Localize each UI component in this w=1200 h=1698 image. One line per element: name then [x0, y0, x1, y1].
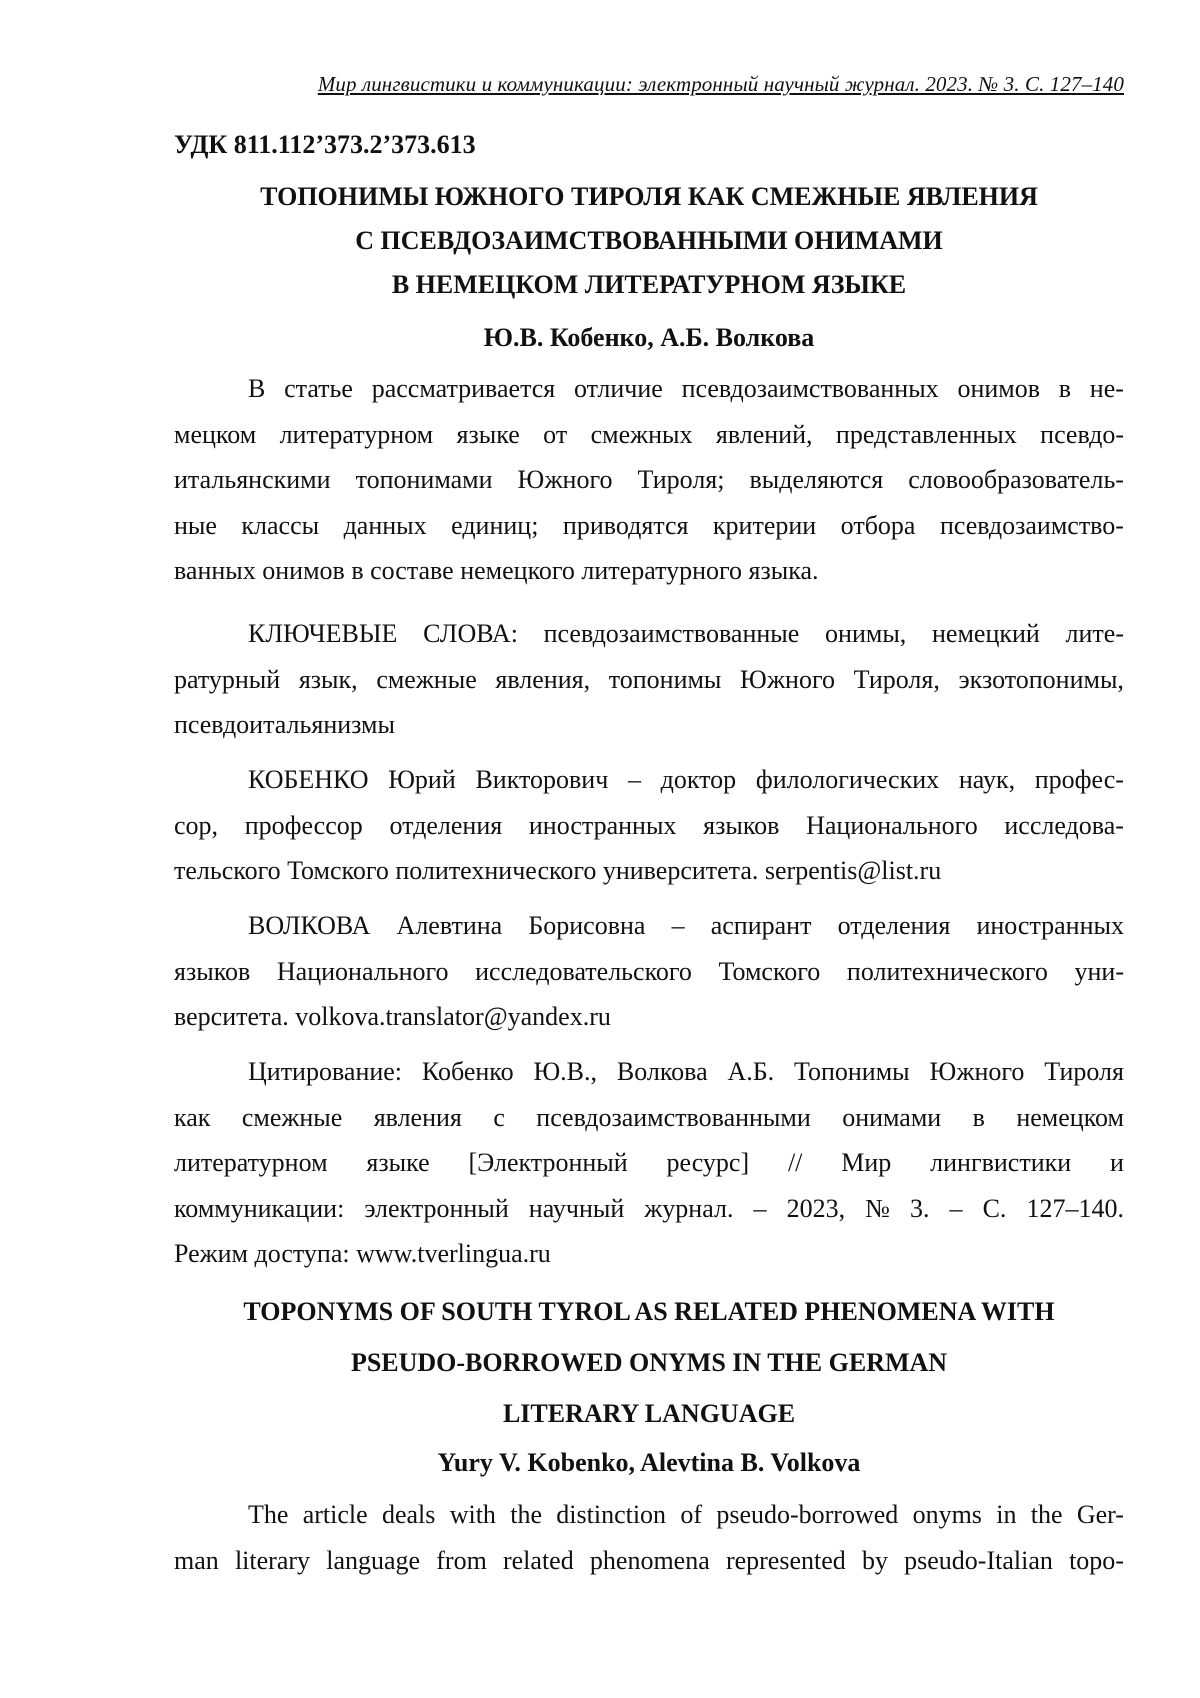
word: Ger- [1076, 1500, 1124, 1529]
title-ru-line: С ПСЕВДОЗАИМСТВОВАННЫМИ ОНИМАМИ [355, 226, 943, 255]
word: языке [366, 1148, 430, 1177]
word: by [861, 1545, 888, 1575]
word: уни- [1074, 956, 1124, 986]
word: литературном [279, 419, 434, 449]
word: Алевтина [396, 911, 503, 940]
text-line [174, 611, 1124, 657]
word: article [302, 1500, 368, 1529]
text-line [174, 903, 1124, 949]
word: ресурс] [666, 1148, 750, 1177]
text-line: верситета. volkova.translator@yandex.ru [174, 1002, 611, 1031]
word: phenomena [589, 1545, 710, 1575]
text-line [174, 949, 1124, 995]
word: приводятся [562, 510, 689, 540]
word: related [502, 1545, 574, 1575]
abstract-en [174, 1492, 1124, 1583]
text-line [174, 757, 1124, 803]
word: отличие [574, 374, 663, 403]
word: The [248, 1500, 289, 1529]
word: критерии [712, 510, 817, 540]
word: как [174, 1102, 211, 1132]
word: немецкий [932, 619, 1040, 648]
word: – [753, 1193, 767, 1223]
word: Борисовна [528, 911, 646, 940]
word: from [436, 1545, 487, 1575]
word: сор, [174, 810, 219, 840]
text-line [174, 366, 1124, 412]
word: Юрий [388, 765, 456, 794]
word: Викторович [475, 765, 609, 794]
word: Южного [740, 664, 835, 694]
word: иностранных [528, 810, 677, 840]
article-title-en [174, 1286, 1124, 1439]
word: pseudo-Italian [904, 1545, 1053, 1575]
text-line [174, 657, 1124, 703]
word: аспирант [710, 911, 812, 940]
title-en-line: TOPONYMS OF SOUTH TYROL AS RELATED PHENOMENA WITH [243, 1297, 1055, 1326]
word: коммуникации: [174, 1193, 345, 1223]
word: Тироля; [637, 465, 725, 494]
word: онимы, [825, 619, 907, 648]
word: выделяются [749, 465, 884, 494]
word: литературном [174, 1148, 328, 1177]
word: смежные [376, 664, 477, 694]
udk-code: УДК 811.112’373.2’373.613 [174, 130, 476, 159]
word: не- [1089, 374, 1124, 403]
text-line: ванных онимов в составе немецкого литературного языка. [174, 556, 819, 585]
word: КОБЕНКО [248, 765, 369, 794]
word: Ю.В., [533, 1057, 598, 1086]
word: онимов [957, 374, 1040, 403]
word: man [174, 1545, 219, 1575]
word: Национального [806, 810, 978, 840]
word: смежные [241, 1102, 343, 1132]
word: языков [174, 956, 251, 986]
word: языков [703, 810, 780, 840]
word: итальянскими [174, 465, 331, 494]
text-line [174, 1140, 1124, 1186]
word: of [680, 1500, 703, 1529]
text-line [174, 1049, 1124, 1095]
word: лингвистики [930, 1148, 1072, 1177]
authors-en: Yury V. Kobenko, Alevtina B. Volkova [437, 1448, 861, 1477]
word: // [787, 1148, 803, 1177]
word: язык, [298, 664, 358, 694]
word: topo- [1069, 1545, 1124, 1575]
word: филологических [755, 765, 940, 794]
text-line: тельского Томского политехнического университета. serpentis@list.ru [174, 856, 942, 885]
word: топонимами [355, 465, 493, 494]
word: in [996, 1500, 1017, 1529]
word: отбора [840, 510, 916, 540]
abstract-ru [174, 366, 1124, 594]
word: экзотопонимы, [958, 664, 1124, 694]
word: – [627, 765, 641, 794]
text-line: Режим доступа: www.tverlingua.ru [174, 1239, 551, 1268]
article-title-ru [174, 175, 1124, 307]
word: словообразователь- [908, 465, 1124, 494]
word: the [510, 1500, 542, 1529]
word: literary [234, 1545, 311, 1575]
word: Южного [517, 465, 613, 494]
word: Тироля [1044, 1057, 1124, 1086]
word: ные [174, 510, 217, 540]
word: профессор [244, 810, 363, 840]
word: 3. [909, 1193, 930, 1223]
word: наук, [958, 765, 1016, 794]
running-header: Мир лингвистики и коммуникации: электронный научный журнал. 2023. № 3. С. 127–140 [317, 72, 1124, 96]
word: с [493, 1102, 505, 1132]
word: немецком [1016, 1102, 1124, 1132]
title-en-line: PSEUDO-BORROWED ONYMS IN THE GERMAN [350, 1348, 948, 1377]
word: with [449, 1500, 496, 1529]
word: исследова- [1004, 810, 1124, 840]
word: Топонимы [794, 1057, 910, 1086]
author-info-kobenko [174, 757, 1124, 894]
word: отделения [389, 810, 503, 840]
word: топонимы [608, 664, 722, 694]
word: лите- [1065, 619, 1124, 648]
word: политехнического [846, 956, 1048, 986]
word: ратурный [174, 664, 281, 694]
word: В [248, 374, 266, 403]
text-line [174, 1186, 1124, 1232]
word: distinction [556, 1500, 667, 1529]
word: Цитирование: [248, 1057, 403, 1086]
word: СЛОВА: [423, 619, 518, 648]
word: the [1030, 1500, 1063, 1529]
word: отделения [837, 911, 951, 940]
word: смежных [590, 419, 693, 449]
word: КЛЮЧЕВЫЕ [248, 619, 398, 648]
title-en-line: LITERARY LANGUAGE [502, 1399, 796, 1428]
word: Кобенко [421, 1057, 514, 1086]
word: в [1058, 374, 1072, 403]
word: represented [725, 1545, 846, 1575]
word: единиц; [451, 510, 539, 540]
word: явления, [495, 664, 591, 694]
title-ru-line: ТОПОНИМЫ ЮЖНОГО ТИРОЛЯ КАК СМЕЖНЫЕ ЯВЛЕНИЯ [260, 182, 1038, 211]
word: псевдозаимство- [939, 510, 1124, 540]
word: и [1110, 1148, 1124, 1177]
word: языке [456, 419, 520, 449]
word: pseudo-borrowed [716, 1500, 899, 1529]
word: классы [241, 510, 320, 540]
word: 127–140. [1026, 1193, 1124, 1223]
keywords-ru [174, 611, 1124, 748]
word: псевдо- [1040, 419, 1124, 449]
word: Национального [276, 956, 449, 986]
word: – [949, 1193, 963, 1223]
word: доктор [660, 765, 737, 794]
word: электронный [364, 1193, 509, 1223]
word: представленных [835, 419, 1017, 449]
word: от [543, 419, 568, 449]
word: 2023, [786, 1193, 846, 1223]
word: явлений, [715, 419, 813, 449]
text-line [174, 503, 1124, 549]
word: данных [343, 510, 427, 540]
word: [Электронный [468, 1148, 628, 1177]
word: language [326, 1545, 421, 1575]
word: deals [381, 1500, 436, 1529]
word: Волкова [616, 1057, 708, 1086]
word: Тироля, [853, 664, 940, 694]
word: псевдозаимствованными [536, 1102, 811, 1132]
title-ru-line: В НЕМЕЦКОМ ЛИТЕРАТУРНОМ ЯЗЫКЕ [391, 270, 907, 299]
text-line [174, 412, 1124, 458]
text-line [174, 803, 1124, 849]
word: профес- [1034, 765, 1124, 794]
word: С. [982, 1193, 1007, 1223]
word: – [671, 911, 685, 940]
word: научный [528, 1193, 625, 1223]
word: № [865, 1193, 890, 1223]
text-line: псевдоитальянизмы [174, 710, 395, 739]
word: ВОЛКОВА [248, 911, 371, 940]
word: статье [284, 374, 353, 403]
word: псевдозаимствованные [543, 619, 800, 648]
word: рассматривается [371, 374, 556, 403]
author-info-volkova [174, 903, 1124, 1040]
word: явления [373, 1102, 462, 1132]
text-line [174, 1492, 1124, 1538]
citation [174, 1049, 1124, 1277]
word: исследовательского [475, 956, 692, 986]
word: А.Б. [727, 1057, 775, 1086]
text-line [174, 1095, 1124, 1141]
word: в [972, 1102, 985, 1132]
word: Южного [929, 1057, 1025, 1086]
word: онимами [842, 1102, 942, 1132]
word: журнал. [644, 1193, 734, 1223]
text-line [174, 457, 1124, 503]
word: псевдозаимствованных [681, 374, 939, 403]
word: мецком [174, 419, 257, 449]
word: иностранных [976, 911, 1124, 940]
text-line [174, 1538, 1124, 1584]
word: onyms [912, 1500, 982, 1529]
word: Мир [841, 1148, 892, 1177]
authors-ru: Ю.В. Кобенко, А.Б. Волкова [483, 323, 815, 352]
word: Томского [718, 956, 821, 986]
